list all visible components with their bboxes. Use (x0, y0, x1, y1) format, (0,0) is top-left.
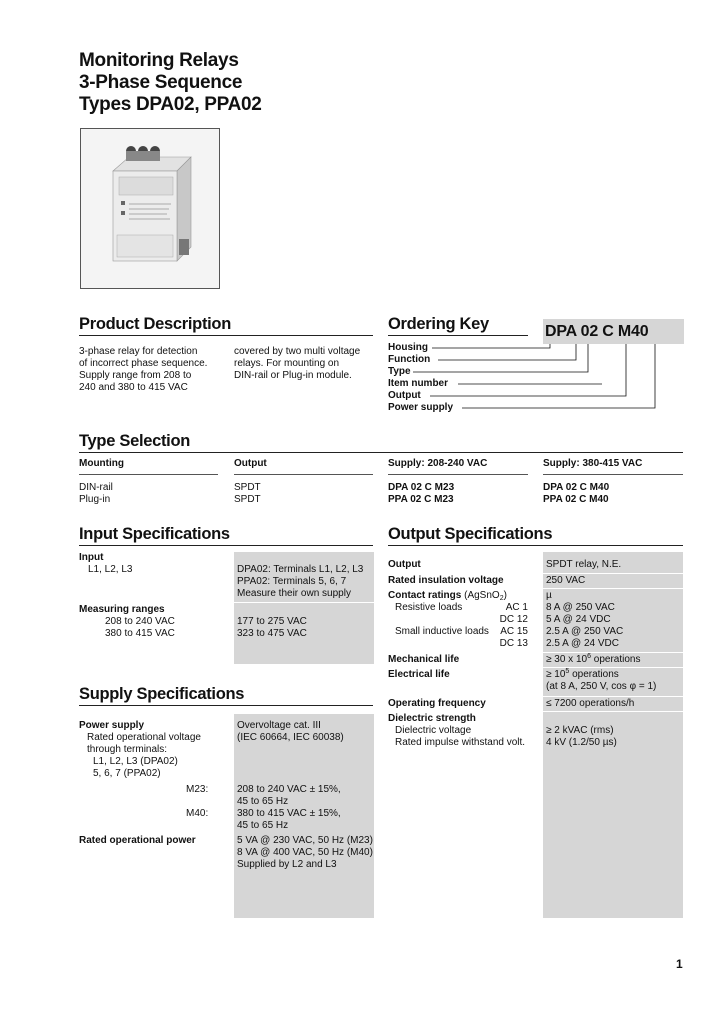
rated-power-values: 5 VA @ 230 VAC, 50 Hz (M23) 8 VA @ 400 VAC, 50 Hz (M40) Supplied by L2 and L3 (237, 835, 373, 870)
page-title (79, 50, 262, 116)
type-header-underline-1 (79, 474, 218, 475)
output-row-separator (388, 696, 683, 697)
title-line-3: Types DPA02, PPA02 (79, 94, 262, 115)
resistive-loads-label: Resistive loads (395, 602, 463, 613)
type-col-header-output: Output (234, 458, 267, 469)
input-specs-heading: Input Specifications (79, 525, 230, 543)
output-row-separator (388, 711, 683, 712)
supply-category-values: Overvoltage cat. III (IEC 60664, IEC 60038) (237, 720, 344, 743)
measuring-range-values: 177 to 275 VAC 323 to 475 VAC (237, 616, 307, 639)
ordering-key-item-function: Function (388, 354, 431, 365)
electrical-life-value: ≥ $10^5$ operations (546, 668, 619, 680)
m23-values: 208 to 240 VAC ± 15%, 45 to 65 Hz (237, 784, 341, 807)
output-row-separator (388, 652, 683, 653)
electrical-life-label: Electrical life (388, 669, 450, 680)
input-values: DPA02: Terminals L1, L2, L3 PPA02: Terminals 5, 6, 7 Measure their own supply (237, 564, 364, 599)
type-col-header-supply-380: Supply: 380-415 VAC (543, 458, 643, 469)
insulation-label: Rated insulation voltage (388, 575, 504, 586)
product-description-col1: 3-phase relay for detection of incorrect phase sequence. Supply range from 208 to 240 and 380 to 415 VAC (79, 346, 208, 393)
type-col-header-mounting: Mounting (79, 458, 124, 469)
type-header-underline-2 (234, 474, 373, 475)
dielectric-strength-label: Dielectric strength (388, 713, 476, 724)
measuring-range-supply: 208 to 240 VAC 380 to 415 VAC (105, 616, 175, 639)
power-supply-sublabels: Rated operational voltage through terminals: L1, L2, L3 (DPA02) 5, 6, 7 (PPA02) (87, 732, 201, 779)
contact-ratings-value: µ (546, 590, 552, 601)
mechanical-life-label: Mechanical life (388, 654, 460, 665)
contact-ratings-label: Contact ratings (AgSnO$_2$) (388, 590, 507, 602)
type-selection-heading: Type Selection (79, 432, 191, 450)
output-specs-rule (388, 545, 683, 546)
ordering-key-rule (388, 335, 528, 336)
output-row-separator (388, 588, 683, 589)
dielectric-voltage-label: Dielectric voltage (395, 725, 472, 736)
mechanical-life-value: ≥ 30 x $10^6$ operations (546, 653, 641, 665)
product-description-rule (79, 335, 373, 336)
operating-frequency-label: Operating frequency (388, 698, 486, 709)
ordering-key-code: DPA 02 C M40 (543, 319, 684, 344)
type-header-underline-4 (543, 474, 683, 475)
input-terminals-label: L1, L2, L3 (88, 564, 133, 575)
impulse-withstand-label: Rated impulse withstand volt. (395, 737, 526, 748)
ordering-key-leader-lines (380, 340, 680, 420)
title-line-1: Monitoring Relays (79, 50, 239, 71)
ordering-key-item-power-supply: Power supply (388, 402, 454, 413)
type-col-header-supply-208: Supply: 208-240 VAC (388, 458, 488, 469)
insulation-value: 250 VAC (546, 575, 586, 586)
m40-label: M40: (186, 808, 209, 819)
title-line-2: 3-Phase Sequence (79, 72, 243, 93)
small-inductive-loads-label: Small inductive loads (395, 626, 489, 637)
page-number: 1 (676, 957, 683, 971)
ordering-key-item-output: Output (388, 390, 421, 401)
input-specs-separator (79, 602, 374, 603)
type-selection-rule (79, 452, 683, 453)
output-row-separator (388, 667, 683, 668)
type-header-underline-3 (388, 474, 528, 475)
ordering-key-item-housing: Housing (388, 342, 428, 353)
input-label: Input (79, 552, 104, 563)
input-specs-rule (79, 545, 373, 546)
operating-frequency-value: ≤ 7200 operations/h (546, 698, 635, 709)
dielectric-voltage-value: ≥ 2 kVAC (rms) (546, 725, 614, 736)
power-supply-label: Power supply (79, 720, 145, 731)
product-description-col2: covered by two multi voltage relays. For mounting on DIN-rail or Plug-in module. (234, 346, 361, 381)
impulse-withstand-value: 4 kV (1.2/50 µs) (546, 737, 617, 748)
m40-values: 380 to 415 VAC ± 15%, 45 to 65 Hz (237, 808, 341, 831)
product-description-heading: Product Description (79, 315, 231, 333)
electrical-life-condition: (at 8 A, 250 V, cos φ = 1) (546, 681, 657, 692)
supply-specs-heading: Supply Specifications (79, 685, 245, 703)
m23-label: M23: (186, 784, 209, 795)
ordering-key-heading: Ordering Key (388, 315, 489, 333)
ordering-key-item-type: Type (388, 366, 411, 377)
supply-specs-rule (79, 705, 373, 706)
rating-values: 8 A @ 250 VAC 5 A @ 24 VDC 2.5 A @ 250 VAC 2.5 A @ 24 VDC (546, 602, 624, 649)
output-specs-heading: Output Specifications (388, 525, 553, 543)
relay-module-illustration (81, 129, 219, 288)
rating-categories: AC 1 DC 12 AC 15 DC 13 (499, 602, 528, 649)
product-photo (80, 128, 220, 289)
output-label: Output (388, 559, 421, 570)
ordering-key-item-number: Item number (388, 378, 449, 389)
output-row-separator (388, 573, 683, 574)
measuring-ranges-label: Measuring ranges (79, 604, 165, 615)
rated-power-label: Rated operational power (79, 835, 196, 846)
output-value: SPDT relay, N.E. (546, 559, 622, 570)
